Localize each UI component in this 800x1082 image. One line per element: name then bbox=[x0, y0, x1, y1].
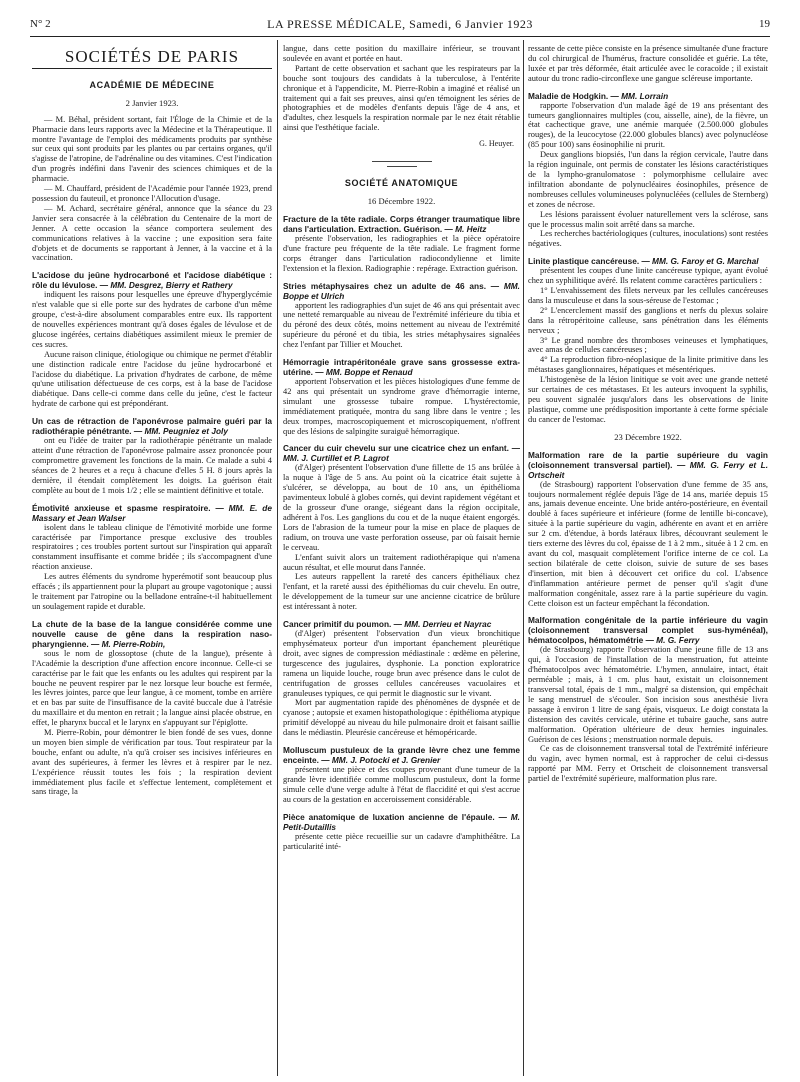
article-title: Un cas de rétraction de l'aponévrose palmaire guéri par la radiothérapie pénétrante. — MM. Peugniez et Joly bbox=[32, 416, 272, 437]
article-authors: — MM. Boppe et Renaud bbox=[315, 367, 413, 378]
article-title: Cancer du cuir chevelu sur une cicatrice chez un enfant. — MM. J. Curtillet et P. Lagrot bbox=[283, 443, 520, 464]
column-divider bbox=[523, 40, 524, 1076]
column-divider bbox=[277, 40, 278, 1076]
paragraph: L'enfant suivit alors un traitement radiothérapique qui n'amena aucun résultat, et elle mourut dans l'année. bbox=[283, 552, 520, 572]
article-authors: — MM. J. Curtillet et P. Lagrot bbox=[283, 443, 520, 464]
article-title: Malformation rare de la partie supérieure du vagin (cloisonnement transversal partiel). — MM. G. Ferry et L. Ortscheit bbox=[528, 449, 768, 480]
issue-number: N° 2 bbox=[30, 18, 51, 30]
article-title: Linite plastique cancéreuse. — MM. G. Faroy et G. Marchal bbox=[528, 256, 759, 267]
column-2 bbox=[283, 44, 520, 1076]
article-title: Stries métaphysaires chez un adulte de 46 ans. — MM. Boppe et Ulrich bbox=[283, 280, 520, 301]
anatomique-heading: SOCIÉTÉ ANATOMIQUE bbox=[344, 178, 459, 189]
paragraph: langue, dans cette position du maxillaire inférieur, se trouvant soulevée en avant et portée en haut. bbox=[283, 44, 520, 63]
paragraph: Les auteurs rappellent la rareté des cancers épithéliaux chez l'enfant, et la rareté aussi des épithéliomas du cuir chevelu. En outre, le développement de la tumeur sur une ancienne cicatrice de brûlure est intéressant à noter. bbox=[283, 572, 520, 612]
article-authors: — M. G. Ferry bbox=[645, 635, 700, 646]
article-authors: — MM. Peugniez et Joly bbox=[133, 426, 228, 437]
paragraph: Les autres éléments du syndrome hyperémotif sont beaucoup plus effacés ; ils appartiennent pour la plupart au groupe vagotonique ; aussi le traitement par l'atropine ou la belladone entraîne-t-il habituellement un soulagement rapide et durable. bbox=[32, 572, 272, 611]
paragraph: apportent l'observation et les pièces histologiques d'une femme de 42 ans qui présentait un syndrome grave d'hémorragie interne, simulant une grossesse tubaire rompue. L'hystérectomie, immédiatement pratiquée, montra du sang libre dans le ventre ; les deux trompes, macroscopiquement et microscopiquement, n'offrent que des lésions de salpingite suraiguë hémorragique. bbox=[283, 377, 520, 436]
paragraph: M. Pierre-Robin, pour démontrer le bien fondé de ses vues, donne un moyen bien simple de vérification par tous. Tout respirateur par la bouche, enfant ou adulte, n'a qu'à croiser ses incisives inférieures en avant des supérieures, à fermer les lèvres et à respirer par le nez. L'expérience réussit toutes les fois ; la respiration devient immédiatement plus facile et s'effectue lentement, complètement et sans tirage, la bbox=[32, 728, 272, 797]
paragraph: Aucune raison clinique, étiologique ou chimique ne permet d'établir une distinction radicale entre l'acidose du jeûne hydrocarboné et l'acidose du diabétique. La privation d'hydrates de carbone, de même qu'une utilisation défectueuse de ces corps, est à la base de l'acidose diabétique. Dans celle-ci comme dans celle du jeûne, c'est le facteur hydrate de carbone qui est prépondérant. bbox=[32, 349, 272, 409]
divider bbox=[372, 161, 432, 162]
article-authors: — M. Pierre-Robin, bbox=[91, 638, 166, 649]
column-1 bbox=[32, 44, 272, 1076]
anatomique-date: 16 Décembre 1922. bbox=[367, 195, 436, 206]
paragraph: Les recherches bactériologiques (cultures, inoculations) sont restées négatives. bbox=[528, 229, 768, 249]
article-authors: — MM. Derrieu et Nayrac bbox=[393, 619, 492, 630]
paragraph: — M. Chauffard, président de l'Académie pour l'année 1923, prend possession du fauteuil, et prononce l'Allocution d'usage. bbox=[32, 184, 272, 203]
article-title: Pièce anatomique de luxation ancienne de l'épaule. — M. Petit-Dutaillis bbox=[283, 811, 520, 832]
article-authors: — MM. G. Faroy et G. Marchal bbox=[641, 256, 759, 267]
column-3 bbox=[528, 44, 768, 1076]
paragraph: ont eu l'idée de traiter par la radiothérapie pénétrante un malade atteint d'une rétraction de l'aponévrose palmaire assez prononcée pour compromettre gravement les fonctions de la main. Ce malade a subi 4 séances de 2 heures et a reçu à chacune d'elles 5 H. 8 jours après la dernière, il étendait complètement les doigts. La guérison était complète au bout de 1 mois 1/2 ; elle se maintient définitive et totale. bbox=[32, 436, 272, 495]
paragraph: ressante de cette pièce consiste en la présence simultanée d'une fracture du col chirurgical de l'humérus, fracture consolidée et guérie. La tête, luxée et par très déformée, était articulée avec le coracoïde ; il existait autour du tronc radio-circonflexe une gangue scléreuse importante. bbox=[528, 44, 768, 83]
article-authors: — MM. G. Ferry et L. Ortscheit bbox=[528, 459, 768, 480]
paragraph: Mort par augmentation rapide des phénomènes de dyspnée et de cyanose ; autopsie et examen histopathologique : épithélioma atypique primitif développé au niveau du hile pulmonaire droit et faisant saillie dans le médiastin. Pleurésie cancéreuse et hémopéricarde. bbox=[283, 698, 520, 738]
article-authors: — MM. Lorrain bbox=[610, 90, 669, 101]
article-title: L'acidose du jeûne hydrocarboné et l'acidose diabétique : rôle du lévulose. — MM. Desgrez, Bierry et Rathery bbox=[32, 270, 272, 291]
paragraph: présentent les coupes d'une linite cancéreuse typique, ayant évolué chez un syphilitique avéré. Ils relatent comme caractères particuliers : bbox=[528, 266, 768, 286]
paragraph: (de Strasbourg) rapportent l'observation d'une femme de 35 ans, toujours normalement réglée depuis l'âge de 14 ans, mariée depuis 15 ans, jamais devenue enceinte. Une bride antéro-postérieure, en éventail doublé à faces supérieure et inférieure (forme de lentille bi-concave), située à la partie supérieure du vagin, adhérente en avant et en arrière sur 2 cm. d'étendue, à bords latéraux libres, découvrant seulement le tiers externe des lèvres du col, épaisse de 1 à 2 mm., située à 1 2 cm. en avant du col, masquait complètement l'orifice interne de ce col. La section bilatérale de cette cloison, suivie de suture de ses bases d'insertion, mit bien à découvert cet orifice du col. L'absence d'inflammation antérieure permet de penser qu'il s'agit d'une malformation congénitale, assez rare à la partie supérieure du vagin. Cette cloison est un facteur empêchant la fécondation. bbox=[528, 479, 768, 608]
paragraph: Ce cas de cloisonnement transversal total de l'extrémité inférieure du vagin, avec hymen normal, est à rapprocher de celui ci-dessus rapporté par MM. Ferry et Ortscheit de cloisonnement transversal partiel de l'extrémité supérieure, malformation plus rare. bbox=[528, 744, 768, 784]
article-title: Maladie de Hodgkin. — MM. Lorrain bbox=[528, 90, 669, 101]
section-title: SOCIÉTÉS DE PARIS bbox=[32, 52, 272, 69]
paragraph: (d'Alger) présentent l'observation d'un vieux bronchitique emphysémateux porteur d'un important épanchement pleurétique droit, avec signes de compression médiastinale : œdème en pèlerine, turgescence des jugulaires, dysphonie. La ponction exploratrice ramena un liquide louche, rouge brun avec présence dans le culot de centrifugation de grosses cellules cancéreuses vacuolaires et granuleuses typiques, ce qui permit le diagnostic sur le vivant. bbox=[283, 629, 520, 698]
page-header bbox=[30, 10, 770, 37]
article-title: Émotivité anxieuse et spasme respiratoire. — MM. E. de Massary et Jean Walser bbox=[32, 502, 272, 523]
paragraph: apportent les radiographies d'un sujet de 46 ans qui présentait avec une netteté remarquable au niveau de l'extrémité inférieure du tibia et du péroné des deux côtés, moins nettement au niveau de l'extrémité supérieure du péroné et du tibia, les stries métaphysaires signalées chez l'enfant par Tillier et Mouchet. bbox=[283, 300, 520, 350]
journal-title: LA PRESSE MÉDICALE, Samedi, 6 Janvier 1923 bbox=[267, 17, 533, 31]
paragraph: Les lésions paraissent évoluer naturellement vers la sclérose, sans que le processus malin soit arrêté dans sa marche. bbox=[528, 209, 768, 229]
academy-date: 2 Janvier 1923. bbox=[125, 97, 179, 108]
paragraph: Partant de cette observation et sachant que les respirateurs par la bouche sont toujours des candidats à la tuberculose, à l'entérite chronique et à l'appendicite, M. Pierre-Robin a imaginé et réalisé un traitement qui a fait ses preuves, ainsi qu'en témoignent les séries de photographies et de modèles d'enfants depuis l'âge de 4 ans, et d'adultes, chez lesquels la respiration normale par le nez était rétablie ainsi que l'esthétique faciale. bbox=[283, 63, 520, 133]
article-title: Fracture de la tête radiale. Corps étranger traumatique libre dans l'articulation. Extraction. Guérison. — M. Heitz bbox=[283, 213, 520, 234]
paragraph: 3° Le grand nombre des thromboses veineuses et lymphatiques, avec amas de cellules cancéreuses ; bbox=[528, 335, 768, 355]
article-title: Hémorragie intrapéritonéale grave sans grossesse extra-utérine. — MM. Boppe et Renaud bbox=[283, 357, 520, 378]
article-authors: — MM. Boppe et Ulrich bbox=[283, 280, 520, 301]
paragraph: — M. Achard, secrétaire général, annonce que la séance du 23 Janvier sera consacrée à la célébration du Centenaire de la mort de Jenner. A cette occasion la séance comportera seulement des communications relatives à la vaccine ; une exposition sera faite d'objets et de documents se rapportant à Jenner, à la vaccine et à la vaccination. bbox=[32, 203, 272, 263]
article-authors: — MM. J. Potocki et J. Grenier bbox=[321, 755, 441, 766]
paragraph: (de Strasbourg) rapporte l'observation d'une jeune fille de 13 ans qui, à l'occasion de l'installation de la menstruation, fut atteinte d'hématocolpos avec hématométrie. L'hymen, annulaire, intact, était perméable ; mais, à 1 cm. plus haut, existait un cloisonnement transversal total, épais de 1 mm., malgré sa distension, qui empêchait le sang menstruel de s'écouler. Son incision sous anesthésie livra passage à environ 1 litre de sang épais, visqueux. Le doigt constata la distension des cavités cervicale, utérine et tubaire gauche, sans autre malformation. Opération ultérieure de deux hernies inguinales. Guérison de ces lésions ; menstruation normale depuis. bbox=[528, 645, 768, 744]
paragraph: 1° L'envahissement des filets nerveux par les cellules cancéreuses dans la musculeuse et dans la sous-séreuse de l'estomac ; bbox=[528, 286, 768, 305]
divider bbox=[387, 166, 417, 167]
paragraph: présentent une pièce et des coupes provenant d'une tumeur de la grande lèvre identifiée comme molluscum pustuleux, dont la forme simule celle d'une verge adulte à l'état de flaccidité et qui s'est accrue au cours de la gestation en acceroissement considérable. bbox=[283, 765, 520, 804]
article-title: Molluscum pustuleux de la grande lèvre chez une femme enceinte. — MM. J. Potocki et J. Grenier bbox=[283, 745, 520, 766]
article-title: Cancer primitif du poumon. — MM. Derrieu et Nayrac bbox=[283, 619, 492, 630]
paragraph: 2° L'encerclement massif des ganglions et nerfs du plexus solaire dans la rétropéritoine calleuse, sans pénétration dans les éléments nerveux ; bbox=[528, 305, 768, 335]
article-title: La chute de la base de la langue considérée comme une nouvelle cause de gêne dans la respiration naso-pharyngienne. — M. Pierre-Robin, bbox=[32, 618, 272, 649]
paragraph: présente l'observation, les radiographies et la pièce opératoire d'une fracture peu fréquente de la tête radiale. Le fragment forme corps étranger dans l'articulation radiocondylienne et limite l'extension et la flexion. Radiographie : repérage. Extraction guérison. bbox=[283, 233, 520, 273]
paragraph: (d'Alger) présentent l'observation d'une fillette de 15 ans brûlée à la nuque à l'âge de 5 ans. Au point où la cicatrice était sujette à s'ulcérer, se développa, au bout de 10 ans, un épithélioma pavimenteux lobulé à globes cornés, qui devint rapidement végétant et de la grosseur d'une orange, siégeant dans la région occipitale, adhérent à l'os. Les ganglions du cou et de la nuque étaient engorgés. Lors de l'abrasion de la tumeur pour la mise en place de plaques de radium, on trouva une vaste perforation osseuse, par où faisait hernie le cerveau. bbox=[283, 463, 520, 552]
article-authors: — M. Heitz bbox=[444, 223, 487, 234]
page-number: 19 bbox=[759, 18, 770, 30]
academy-heading: ACADÉMIE DE MÉDECINE bbox=[89, 79, 215, 90]
paragraph: — M. Béhal, président sortant, fait l'Éloge de la Chimie et de la Pharmacie dans leurs rapports avec la Médecine et la Thérapeutique. Il montre l'avantage de l'emploi des médicaments produits par synthèse sur ceux qui sont produits par les plantes ou par certains organes, qu'il s'agisse de l'atropine, de l'adrénaline ou des vitamines. C'est l'indication d'un progrès indéfini dans l'avenir des sciences chimiques et de la pharmacie. bbox=[32, 114, 272, 184]
paragraph: L'histogenèse de la lésion linitique se voit avec une grande netteté sur certaines de ces métastases. Et les auteurs invoquent la syphilis, peu souvent signalée jusqu'alors dans les observations de linite plastique, comme une prédisposition importante à cette forme spéciale du cancer de l'estomac. bbox=[528, 375, 768, 424]
paragraph: rapporte l'observation d'un malade âgé de 19 ans présentant des tumeurs ganglionnaires multiples (cou, aisselle, aine), de la fièvre, un état cachectique grave, une anémie marquée (2.500.000 globules rouges), de la leucocytose (22.000 globules blancs) avec polynucléose (85 pour 100) sans éosinophilie ni prurit. bbox=[528, 100, 768, 150]
author-signature: G. Heuyer. bbox=[479, 139, 514, 149]
paragraph: Deux ganglions biopsiés, l'un dans la région cervicale, l'autre dans la région inguinale, ont permis de constater les lésions caractéristiques de la lympho-granulomatose : polymorphisme cellulaire avec infiltration abondante de polynucléaires éosinophiles, présence de nombreuses cellules volumineuses polynucléées (cellules de Sternberg) et zones de nécrose. bbox=[528, 150, 768, 209]
article-authors: — MM. E. de Massary et Jean Walser bbox=[32, 502, 272, 523]
paragraph: isolent dans le tableau clinique de l'émotivité morbide une forme caractérisée par l'importance presque exclusive des troubles respiratoires ; ces troubles portent surtout sur l'inspiration qui apparaît constamment insuffisante et comme bridée ; ils s'accompagnent d'une réaction anxieuse. bbox=[32, 522, 272, 572]
article-title: Malformation congénitale de la partie inférieure du vagin (cloisonnement transversal complet sus-hyménéal), hématocolpos, hématométrie — M. G. Ferry bbox=[528, 615, 768, 646]
session-date: 23 Décembre 1922. bbox=[614, 431, 682, 442]
article-authors: — M. Petit-Dutaillis bbox=[283, 811, 520, 832]
paragraph: indiquent les raisons pour lesquelles une épreuve d'hyperglycémie n'est valable que si elle porte sur des hydrates de carbone d'un même groupe, c'est-à-dire absolument comparables entre eux. Ils rapportent de nouvelles expériences montrant qu'à doses égales de lévulose et de glucose ingérées, certains diabétiques assimilent mieux le premier de ces sucres. bbox=[32, 290, 272, 349]
paragraph: 4° La reproduction fibro-néoplasique de la linite primitive dans les métastases ganglionnaires, hépatiques et mésentériques. bbox=[528, 355, 768, 375]
paragraph: présente cette pièce recueillie sur un cadavre d'amphithéâtre. La particularité inté- bbox=[283, 831, 520, 851]
paragraph: sous le nom de glossoptose (chute de la langue), présente à l'Académie la description d'une affection encore inconnue. Celle-ci se caractérise par le fait que les enfants ou les adultes qui respirent par la bouche ne peuvent respirer par le nez lorsque leur bouche est fermée, les lèvres jointes, parce que leur langue, à ce moment, tombe en arrière et en bas par suite de l'insuffisance de la cavité buccale due à l'atrésie du maxillaire et du menton en retrait ; la langue ainsi placée obstrue, en effet, le pharynx buccal et le larynx en s'appuyant sur l'épiglotte. bbox=[32, 648, 272, 728]
article-authors: — MM. Desgrez, Bierry et Rathery bbox=[99, 280, 233, 291]
